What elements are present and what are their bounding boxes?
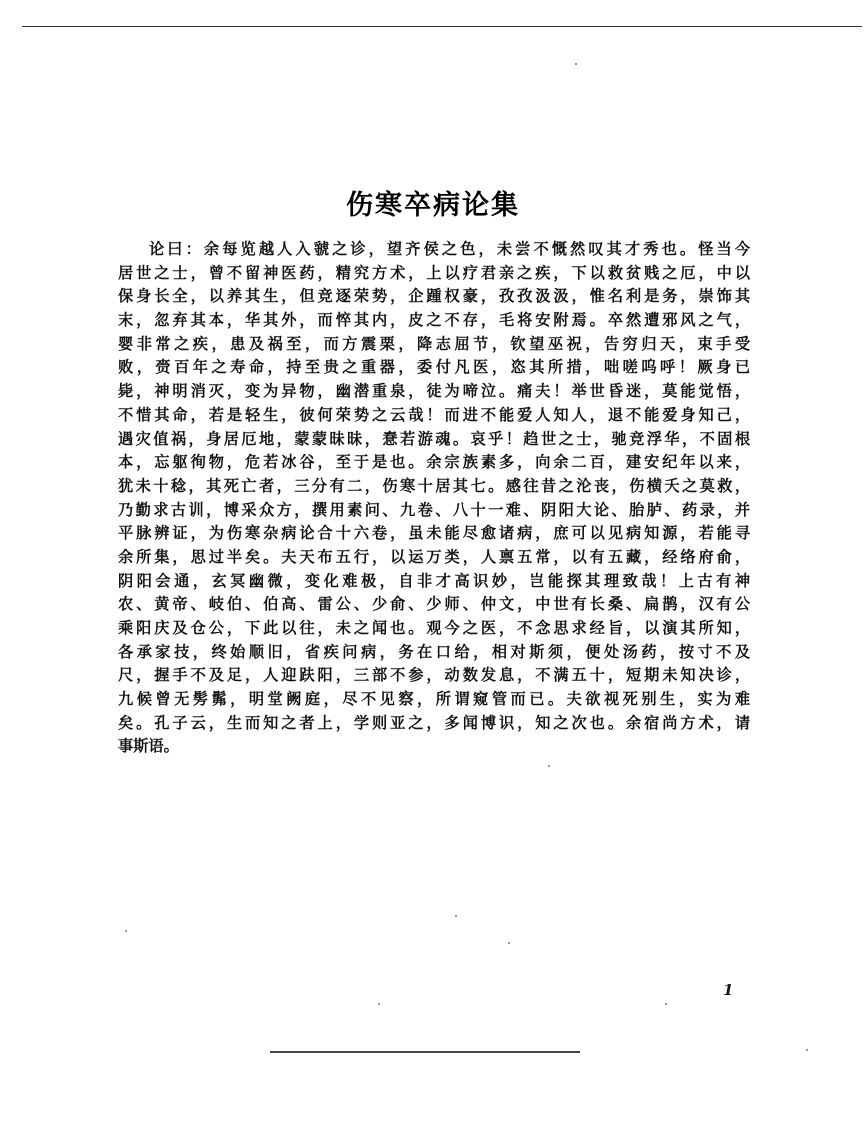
paragraph-line: 九候曾无髣髴，明堂阙庭，尽不见察，所谓窥管而已。夫欲视死别生，实为难 — [118, 690, 750, 709]
paragraph-line: 败，赍百年之寿命，持至贵之重器，委付凡医，恣其所措，咄嗟呜呼！厥身已 — [118, 358, 750, 377]
paragraph-line: 末，忽弃其本，华其外，而悴其内，皮之不存，毛将安附焉。卒然遭邪风之气， — [118, 311, 750, 330]
paragraph-line: 各承家技，终始顺旧，省疾问病，务在口给，相对斯须，便处汤药，按寸不及 — [118, 642, 750, 661]
paragraph-line: 遇灾值祸，身居厄地，蒙蒙昧昧，惷若游魂。哀乎！趋世之士，驰竞浮华，不固根 — [118, 429, 750, 448]
scan-speck — [455, 915, 457, 917]
paragraph-line: 农、黄帝、岐伯、伯高、雷公、少俞、少师、仲文，中世有长桑、扁鹊，汉有公 — [118, 595, 750, 614]
bottom-rule — [270, 1051, 580, 1053]
paragraph-line: 事斯语。 — [118, 737, 179, 756]
paragraph-line: 居世之士，曾不留神医药，精究方术，上以疗君亲之疾，下以救贫贱之厄，中以 — [118, 263, 750, 282]
page-title: 伤寒卒病论集 — [346, 190, 520, 221]
paragraph-line: 犹未十稔，其死亡者，三分有二，伤寒十居其七。感往昔之沦丧，伤横夭之莫救， — [118, 476, 750, 495]
scan-speck — [378, 1003, 380, 1005]
paragraph-line: 保身长全，以养其生，但竞逐荣势，企踵权豪，孜孜汲汲，惟名利是务，崇饰其 — [118, 287, 750, 306]
top-rule — [22, 26, 862, 27]
paragraph-line: 毙，神明消灭，变为异物，幽潜重泉，徒为啼泣。痛夫！举世昏迷，莫能觉悟， — [118, 382, 750, 401]
paragraph-line: 乘阳庆及仓公，下此以往，未之闻也。观今之医，不念思求经旨，以演其所知， — [118, 619, 750, 637]
paragraph-line: 矣。孔子云，生而知之者上，学则亚之，多闻博识，知之次也。余宿尚方术，请 — [118, 713, 750, 732]
paragraph-line: 余所集，思过半矣。夫天布五行，以运万类，人禀五常，以有五藏，经络府俞， — [118, 547, 750, 566]
scan-speck — [665, 1003, 667, 1005]
paragraph-line: 尺，握手不及足，人迎趺阳，三部不参，动数发息，不满五十，短期未知决诊， — [118, 666, 750, 685]
page-number: 1 — [723, 981, 734, 999]
scan-speck — [508, 942, 510, 944]
paragraph-line: 乃勤求古训，博采众方，撰用素问、九卷、八十一难、阴阳大论、胎胪、药录，并 — [118, 500, 750, 519]
scan-speck — [548, 765, 550, 767]
scan-speck — [125, 930, 127, 932]
preface-paragraph — [118, 238, 750, 759]
scan-speck — [575, 63, 577, 65]
paragraph-line: 论曰：余每览越人入虢之诊，望齐侯之色，未尝不慨然叹其才秀也。怪当今 — [149, 240, 750, 258]
scan-speck — [806, 1049, 808, 1051]
paragraph-line: 本，忘躯徇物，危若冰谷，至于是也。余宗族素多，向余二百，建安纪年以来， — [118, 453, 750, 472]
paragraph-line: 阴阳会通，玄冥幽微，变化难极，自非才高识妙，岂能探其理致哉！上古有神 — [118, 571, 750, 590]
paragraph-line: 婴非常之疾，患及祸至，而方震栗，降志屈节，钦望巫祝，告穷归天，束手受 — [118, 334, 750, 353]
paragraph-line: 不惜其命，若是轻生，彼何荣势之云哉！而进不能爱人知人，退不能爱身知己， — [118, 405, 750, 424]
paragraph-line: 平脉辨证，为伤寒杂病论合十六卷，虽未能尽愈诸病，庶可以见病知源，若能寻 — [118, 524, 750, 543]
